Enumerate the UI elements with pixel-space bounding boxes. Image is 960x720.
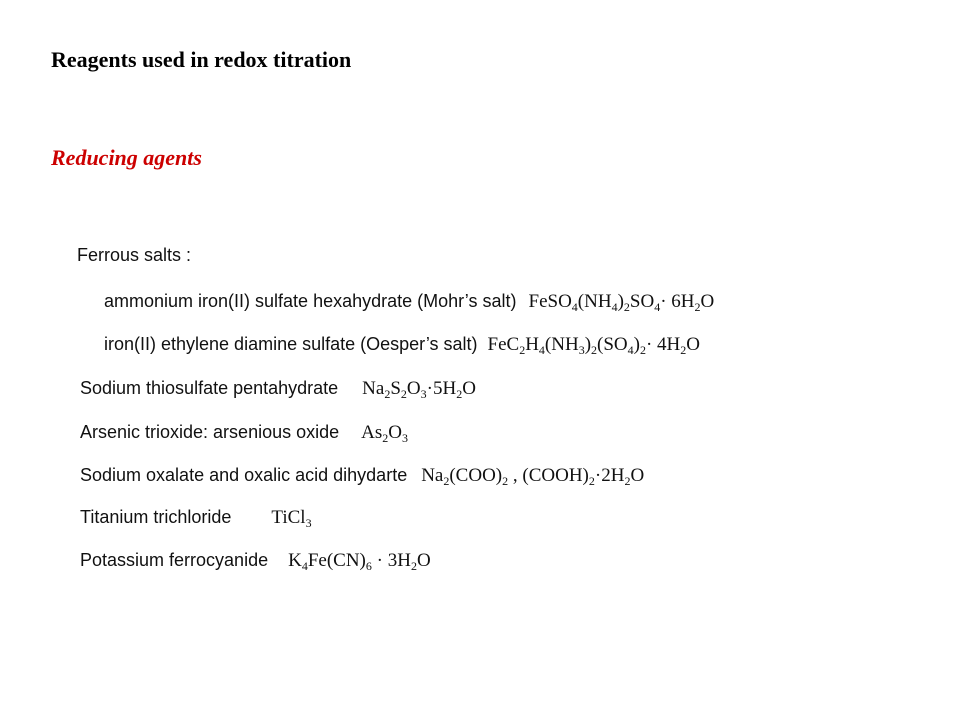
reagent-name: iron(II) ethylene diamine sulfate (Oesper’s salt)	[104, 334, 478, 354]
reagent-formula: $FeSO_4(NH_4)_2SO_4\cdot 6H_2O$	[528, 291, 715, 314]
list-item	[80, 506, 312, 529]
list-item	[80, 464, 644, 487]
reagent-formula: $FeC_2H_4(NH_3)_2(SO_4)_2\cdot 4H_2O$	[487, 334, 701, 357]
list-item	[80, 549, 431, 572]
section-subtitle: Reducing agents	[51, 145, 202, 170]
ferrous-salts-heading: Ferrous salts :	[77, 245, 192, 265]
reagent-name: Sodium oxalate and oxalic acid dihydarte	[80, 465, 408, 485]
reagent-name: Titanium trichloride	[80, 507, 232, 527]
reagent-formula: $Na_2(COO)_2$ , $(COOH)_2\cdot 2H_2O$	[421, 465, 645, 488]
list-item	[104, 290, 714, 313]
list-item	[80, 421, 408, 444]
reagent-name: Sodium thiosulfate pentahydrate	[80, 378, 339, 398]
reagent-formula: $As_2O_3$	[361, 422, 408, 445]
reagent-formula: TiCl$_3$	[271, 507, 312, 530]
reagent-name: Arsenic trioxide: arsenious oxide	[80, 422, 340, 442]
list-item	[80, 377, 476, 400]
reagent-name: Potassium ferrocyanide	[80, 550, 269, 570]
reagent-formula: $K_4Fe(CN)_6 \cdot 3H_2O$	[288, 550, 431, 573]
list-item	[104, 333, 700, 356]
page-title: Reagents used in redox titration	[51, 47, 352, 72]
reagent-formula: $Na_2S_2O_3\cdot 5H_2O$	[362, 378, 476, 401]
reagent-name: ammonium iron(II) sulfate hexahydrate (Mohr’s salt)	[104, 291, 517, 311]
